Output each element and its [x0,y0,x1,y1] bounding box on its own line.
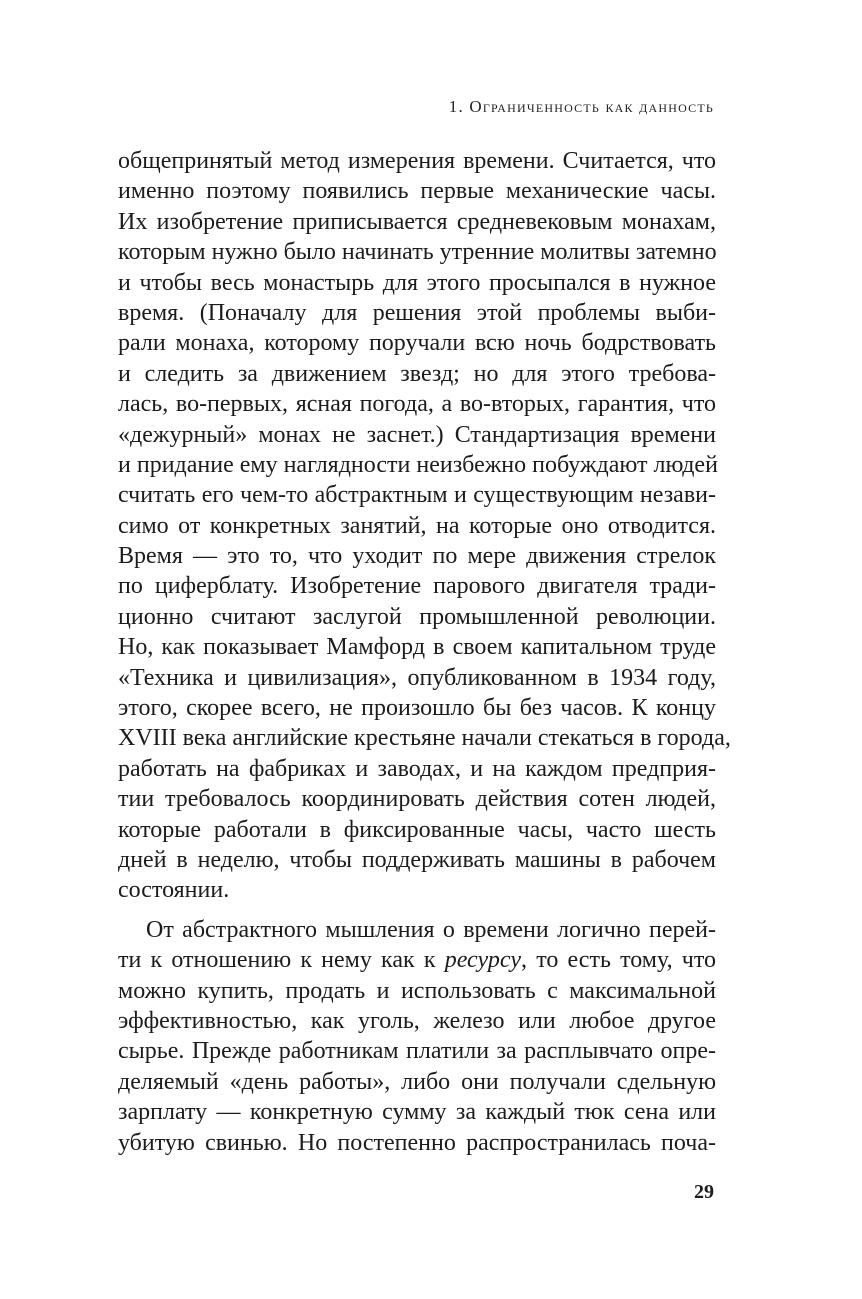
text-line: симо от конкретных занятий, на которые оно отводится. [118,512,716,539]
text-line: рали монаха, которому поручали всю ночь бодрствовать [118,330,716,357]
text-line: «Техника и цивилизация», опубликованном в 1934 году, [118,664,716,691]
text-run: , то есть тому, что [521,947,716,974]
text-line: именно поэтому появились первые механические часы. [118,178,716,205]
text-line: Но, как показывает Мамфорд в своем капитальном труде [118,634,716,661]
paragraph-2 [118,915,716,1158]
text-line: которые работали в фиксированные часы, часто шесть [118,816,716,843]
text-line: деляемый «день работы», либо они получали сдельную [118,1068,716,1095]
text-line: «дежурный» монах не заснет.) Стандартизация времени [118,421,716,448]
text-line: От абстрактного мышления о времени логично перей- [146,916,716,943]
text-line: XVIII века английские крестьяне начали стекаться в города, [118,725,731,752]
body-text [118,146,731,1158]
text-run: ти к отношению к нему как к [118,947,445,974]
text-line: и придание ему наглядности неизбежно побуждают людей [118,451,718,478]
text-line: время. (Поначалу для решения этой проблемы выби- [118,299,716,326]
text-line: состоянии. [118,877,230,904]
text-line: сырье. Прежде работникам платили за расплывчато опре- [118,1038,716,1065]
text-line: эффективностью, как уголь, железо или любое другое [118,1007,716,1034]
text-line: по циферблату. Изобретение парового двигателя тради- [118,573,716,600]
text-line-with-emphasis [118,945,716,975]
text-line: и чтобы весь монастырь для этого просыпался в нужное [118,269,716,296]
text-line: этого, скорее всего, не произошло бы без часов. К концу [118,695,716,722]
emphasis-word: ресурсу [444,947,521,974]
text-line: работать на фабриках и заводах, и на каждом предприя- [118,755,716,782]
text-line: Их изобретение приписывается средневековым монахам, [118,208,716,235]
running-header: 1. Ограниченность как данность [448,97,714,116]
text-line: Время — это то, что уходит по мере движения стрелок [118,543,716,570]
page-number: 29 [694,1181,714,1203]
text-line: убитую свинью. Но постепенно распространилась поча- [118,1129,716,1156]
text-line: зарплату — конкретную сумму за каждый тюк сена или [118,1099,716,1126]
text-line: дней в неделю, чтобы поддерживать машины в рабочем [118,846,716,873]
text-line: которым нужно было начинать утренние молитвы затемно [118,239,717,266]
paragraph-1 [118,146,731,906]
text-line: считать его чем-то абстрактным и существующим незави- [118,482,716,509]
text-line: общепринятый метод измерения времени. Считается, что [118,148,716,174]
text-line: ционно считают заслугой промышленной революции. [118,603,716,630]
text-line: лась, во-первых, ясная погода, а во-вторых, гарантия, что [118,391,716,418]
text-line: тии требовалось координировать действия сотен людей, [118,786,716,813]
text-line: можно купить, продать и использовать с максимальной [118,977,716,1004]
text-line: и следить за движением звезд; но для этого требова- [118,360,716,387]
